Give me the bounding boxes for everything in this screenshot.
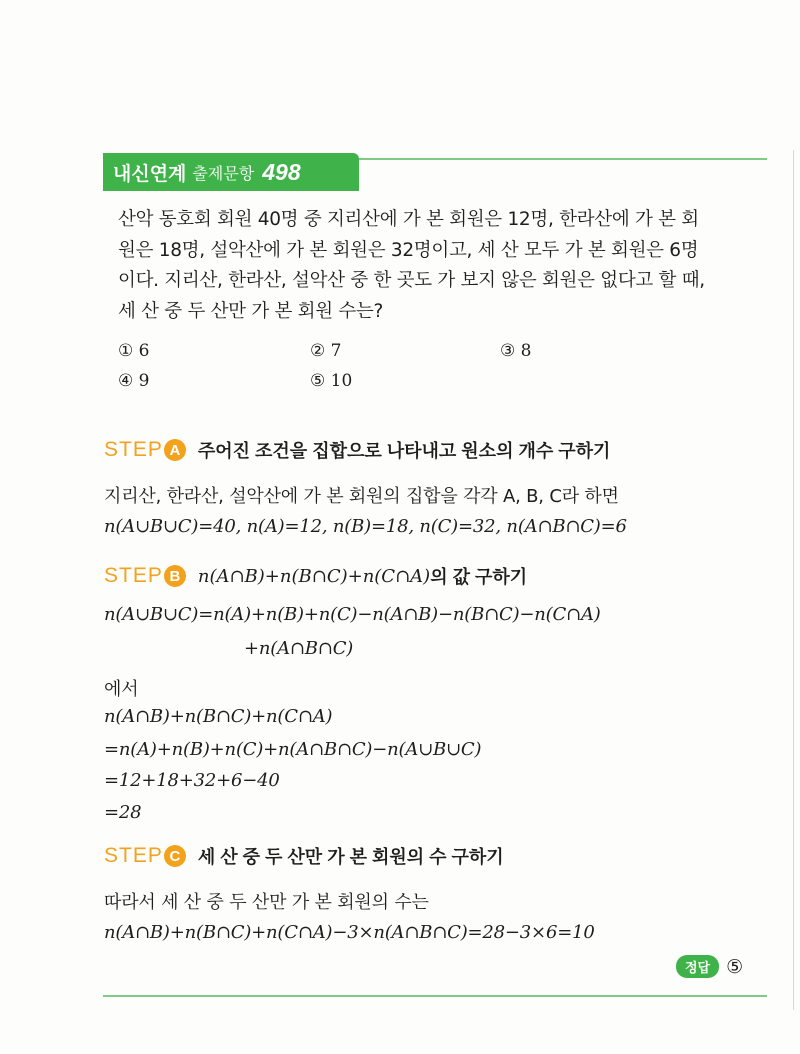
step-title: 주어진 조건을 집합으로 나타내고 원소의 개수 구하기 (197, 441, 611, 461)
problem-line: 산악 동호회 회원 40명 중 지리산에 가 본 회원은 12명, 한라산에 가 본 회 (118, 209, 699, 230)
step-title: 세 산 중 두 산만 가 본 회원의 수 구하기 (197, 847, 504, 867)
solution-line: 따라서 세 산 중 두 산만 가 본 회원의 수는 (104, 892, 429, 913)
problem-number: 498 (262, 158, 301, 185)
page-edge (793, 150, 794, 1010)
bottom-rule (103, 995, 767, 997)
choice-1[interactable]: ① 6 (118, 341, 150, 361)
solution-line: +n(A∩B∩C) (244, 638, 354, 659)
choice-3[interactable]: ③ 8 (500, 341, 532, 361)
header-tag (103, 153, 359, 191)
step-word: STEP (104, 844, 163, 867)
choice-5[interactable]: ⑤ 10 (310, 371, 353, 391)
solution-line: n(A∪B∪C)=n(A)+n(B)+n(C)−n(A∩B)−n(B∩C)−n(C∩A) (104, 604, 601, 625)
solution-line: 지리산, 한라산, 설악산에 가 본 회원의 집합을 각각 A, B, C라 하면 (104, 486, 619, 507)
solution-line: n(A∩B)+n(B∩C)+n(C∩A)−3×n(A∩B∩C)=28−3×6=10 (104, 922, 595, 943)
answer-value: ⑤ (726, 955, 744, 978)
problem-line: 이다. 지리산, 한라산, 설악산 중 한 곳도 가 보지 않은 회원은 없다고 할 때, (118, 270, 705, 291)
step-title-math: n(A∩B)+n(B∩C)+n(C∩A) (197, 565, 431, 587)
choice-2[interactable]: ② 7 (310, 341, 342, 361)
step-word: STEP (104, 438, 163, 461)
solution-line: 에서 (104, 679, 139, 700)
step-b-heading (104, 562, 527, 590)
step-c-heading (104, 842, 504, 870)
step-a-heading (104, 436, 610, 464)
answer-block (676, 955, 743, 978)
problem-header (103, 153, 767, 191)
step-badge: A (164, 439, 186, 461)
step-title-suffix: 의 값 구하기 (430, 567, 528, 587)
problem-line: 원은 18명, 설악산에 가 본 회원은 32명이고, 세 산 모두 가 본 회원은 6명 (118, 239, 699, 261)
solution-line: =12+18+32+6−40 (104, 770, 280, 791)
problem-text (118, 205, 768, 327)
step-badge: B (164, 565, 186, 587)
solution-line: =n(A)+n(B)+n(C)+n(A∩B∩C)−n(A∪B∪C) (104, 739, 482, 760)
answer-label: 정답 (676, 955, 719, 978)
problem-line: 세 산 중 두 산만 가 본 회원 수는? (118, 300, 384, 322)
header-tag-text: 내신연계 (113, 163, 187, 185)
step-word: STEP (104, 564, 163, 587)
header-label: 출제문항 (192, 165, 255, 183)
step-badge: C (164, 845, 186, 867)
choice-4[interactable]: ④ 9 (118, 371, 150, 391)
solution-line: n(A∩B)+n(B∩C)+n(C∩A) (104, 706, 333, 727)
solution-line: n(A∪B∪C)=40, n(A)=12, n(B)=18, n(C)=32, n(A∩B∩C)=6 (104, 516, 627, 537)
header-rule (359, 158, 767, 160)
solution-line: =28 (104, 802, 142, 823)
